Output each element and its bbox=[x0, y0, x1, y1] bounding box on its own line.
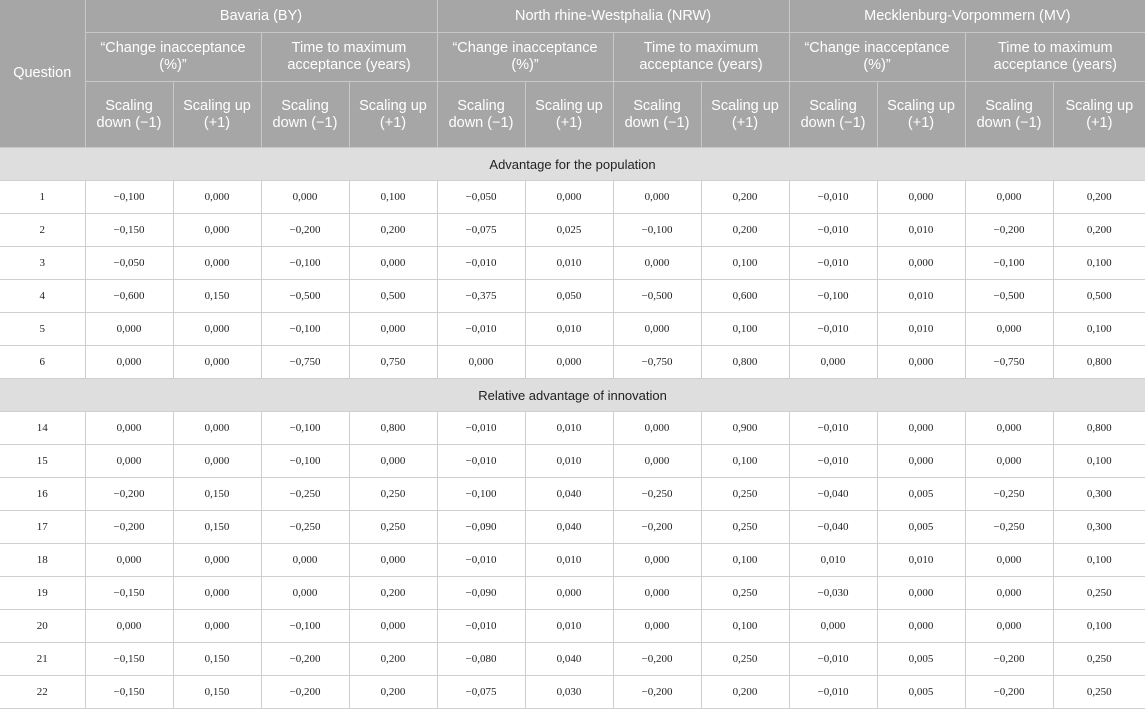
value-cell: 0,010 bbox=[877, 544, 965, 577]
value-cell: −0,750 bbox=[613, 346, 701, 379]
value-cell: 0,000 bbox=[965, 544, 1053, 577]
table-row bbox=[0, 544, 1145, 577]
value-cell: 0,000 bbox=[173, 445, 261, 478]
value-cell: 0,000 bbox=[173, 214, 261, 247]
value-cell: 0,005 bbox=[877, 643, 965, 676]
value-cell: 0,000 bbox=[965, 577, 1053, 610]
value-cell: 0,000 bbox=[877, 412, 965, 445]
value-cell: 0,010 bbox=[525, 445, 613, 478]
value-cell: 0,150 bbox=[173, 511, 261, 544]
scaling-up-header: Scaling up (+1) bbox=[877, 82, 965, 148]
value-cell: 0,000 bbox=[789, 346, 877, 379]
value-cell: 0,000 bbox=[349, 313, 437, 346]
value-cell: 0,200 bbox=[701, 214, 789, 247]
value-cell: −0,200 bbox=[85, 478, 173, 511]
region-header-bavaria: Bavaria (BY) bbox=[85, 0, 437, 33]
value-cell: 0,000 bbox=[349, 445, 437, 478]
scaling-up-header: Scaling up (+1) bbox=[349, 82, 437, 148]
value-cell: 0,800 bbox=[1053, 412, 1145, 445]
value-cell: 0,000 bbox=[613, 412, 701, 445]
value-cell: 0,150 bbox=[173, 643, 261, 676]
value-cell: 0,005 bbox=[877, 478, 965, 511]
value-cell: −0,100 bbox=[261, 247, 349, 280]
value-cell: −0,010 bbox=[437, 445, 525, 478]
value-cell: 0,000 bbox=[613, 610, 701, 643]
value-cell: 0,000 bbox=[261, 544, 349, 577]
value-cell: 0,250 bbox=[701, 577, 789, 610]
region-header-mv: Mecklenburg-Vorpommern (MV) bbox=[789, 0, 1145, 33]
value-cell: 0,000 bbox=[789, 610, 877, 643]
value-cell: 0,000 bbox=[613, 544, 701, 577]
value-cell: 0,010 bbox=[525, 313, 613, 346]
table-row bbox=[0, 445, 1145, 478]
value-cell: 0,200 bbox=[1053, 181, 1145, 214]
scaling-down-header: Scaling down (−1) bbox=[437, 82, 525, 148]
value-cell: 0,000 bbox=[877, 445, 965, 478]
value-cell: −0,040 bbox=[789, 478, 877, 511]
value-cell: 0,100 bbox=[1053, 247, 1145, 280]
value-cell: −0,010 bbox=[789, 247, 877, 280]
table-row bbox=[0, 511, 1145, 544]
value-cell: 0,250 bbox=[349, 478, 437, 511]
value-cell: 0,000 bbox=[85, 346, 173, 379]
value-cell: 0,000 bbox=[261, 577, 349, 610]
question-number-cell: 1 bbox=[0, 181, 85, 214]
value-cell: −0,500 bbox=[261, 280, 349, 313]
value-cell: 0,040 bbox=[525, 478, 613, 511]
section-title: Relative advantage of innovation bbox=[0, 379, 1145, 412]
value-cell: 0,250 bbox=[1053, 676, 1145, 709]
value-cell: −0,150 bbox=[85, 577, 173, 610]
value-cell: −0,250 bbox=[965, 511, 1053, 544]
question-number-cell: 15 bbox=[0, 445, 85, 478]
value-cell: 0,010 bbox=[877, 313, 965, 346]
value-cell: 0,100 bbox=[701, 445, 789, 478]
value-cell: −0,200 bbox=[965, 214, 1053, 247]
value-cell: −0,010 bbox=[789, 445, 877, 478]
value-cell: 0,200 bbox=[349, 577, 437, 610]
table-body bbox=[0, 148, 1145, 709]
value-cell: 0,250 bbox=[701, 511, 789, 544]
value-cell: 0,800 bbox=[349, 412, 437, 445]
value-cell: −0,250 bbox=[965, 478, 1053, 511]
value-cell: −0,200 bbox=[613, 676, 701, 709]
value-cell: 0,000 bbox=[613, 181, 701, 214]
value-cell: 0,200 bbox=[1053, 214, 1145, 247]
value-cell: 0,000 bbox=[173, 544, 261, 577]
question-number-cell: 20 bbox=[0, 610, 85, 643]
value-cell: 0,000 bbox=[173, 577, 261, 610]
value-cell: −0,100 bbox=[261, 412, 349, 445]
value-cell: 0,030 bbox=[525, 676, 613, 709]
value-cell: 0,000 bbox=[525, 577, 613, 610]
value-cell: 0,150 bbox=[173, 478, 261, 511]
table-row bbox=[0, 412, 1145, 445]
metric-header-time-to-max: Time to maximum acceptance (years) bbox=[261, 33, 437, 82]
value-cell: 0,100 bbox=[349, 181, 437, 214]
value-cell: 0,025 bbox=[525, 214, 613, 247]
value-cell: 0,800 bbox=[701, 346, 789, 379]
value-cell: 0,005 bbox=[877, 511, 965, 544]
scaling-down-header: Scaling down (−1) bbox=[261, 82, 349, 148]
question-number-cell: 18 bbox=[0, 544, 85, 577]
value-cell: −0,080 bbox=[437, 643, 525, 676]
value-cell: 0,000 bbox=[85, 412, 173, 445]
value-cell: −0,100 bbox=[965, 247, 1053, 280]
value-cell: 0,000 bbox=[349, 610, 437, 643]
value-cell: −0,200 bbox=[613, 643, 701, 676]
value-cell: −0,750 bbox=[965, 346, 1053, 379]
value-cell: −0,150 bbox=[85, 676, 173, 709]
value-cell: 0,040 bbox=[525, 643, 613, 676]
value-cell: 0,250 bbox=[701, 643, 789, 676]
question-number-cell: 19 bbox=[0, 577, 85, 610]
value-cell: −0,500 bbox=[965, 280, 1053, 313]
value-cell: 0,010 bbox=[525, 247, 613, 280]
value-cell: 0,900 bbox=[701, 412, 789, 445]
metric-header-change-inacceptance: “Change inacceptance (%)” bbox=[789, 33, 965, 82]
value-cell: −0,075 bbox=[437, 214, 525, 247]
value-cell: 0,000 bbox=[437, 346, 525, 379]
value-cell: −0,010 bbox=[789, 214, 877, 247]
value-cell: 0,000 bbox=[85, 313, 173, 346]
section-row bbox=[0, 148, 1145, 181]
value-cell: 0,000 bbox=[173, 313, 261, 346]
scaling-up-header: Scaling up (+1) bbox=[701, 82, 789, 148]
value-cell: 0,200 bbox=[701, 181, 789, 214]
value-cell: 0,100 bbox=[701, 247, 789, 280]
value-cell: 0,010 bbox=[525, 412, 613, 445]
metric-header-change-inacceptance: “Change inacceptance (%)” bbox=[85, 33, 261, 82]
table-row bbox=[0, 313, 1145, 346]
value-cell: −0,500 bbox=[613, 280, 701, 313]
value-cell: −0,200 bbox=[261, 214, 349, 247]
value-cell: −0,100 bbox=[85, 181, 173, 214]
value-cell: 0,250 bbox=[1053, 577, 1145, 610]
value-cell: 0,250 bbox=[701, 478, 789, 511]
value-cell: −0,250 bbox=[261, 511, 349, 544]
value-cell: −0,250 bbox=[613, 478, 701, 511]
value-cell: −0,010 bbox=[437, 313, 525, 346]
question-number-cell: 16 bbox=[0, 478, 85, 511]
value-cell: 0,000 bbox=[349, 247, 437, 280]
value-cell: 0,010 bbox=[877, 214, 965, 247]
value-cell: 0,000 bbox=[877, 247, 965, 280]
value-cell: 0,000 bbox=[613, 445, 701, 478]
value-cell: 0,100 bbox=[1053, 313, 1145, 346]
value-cell: 0,000 bbox=[613, 247, 701, 280]
value-cell: 0,000 bbox=[613, 577, 701, 610]
value-cell: −0,150 bbox=[85, 214, 173, 247]
value-cell: −0,010 bbox=[437, 544, 525, 577]
value-cell: −0,600 bbox=[85, 280, 173, 313]
value-cell: 0,000 bbox=[349, 544, 437, 577]
value-cell: 0,200 bbox=[701, 676, 789, 709]
scaling-up-header: Scaling up (+1) bbox=[525, 82, 613, 148]
value-cell: 0,010 bbox=[525, 544, 613, 577]
section-title: Advantage for the population bbox=[0, 148, 1145, 181]
value-cell: −0,100 bbox=[261, 313, 349, 346]
value-cell: −0,200 bbox=[613, 511, 701, 544]
value-cell: −0,200 bbox=[261, 643, 349, 676]
value-cell: 0,200 bbox=[349, 643, 437, 676]
value-cell: −0,010 bbox=[437, 247, 525, 280]
value-cell: 0,000 bbox=[965, 445, 1053, 478]
value-cell: 0,000 bbox=[173, 610, 261, 643]
question-number-cell: 17 bbox=[0, 511, 85, 544]
value-cell: 0,000 bbox=[965, 412, 1053, 445]
value-cell: 0,500 bbox=[349, 280, 437, 313]
table-row bbox=[0, 577, 1145, 610]
value-cell: −0,040 bbox=[789, 511, 877, 544]
question-number-cell: 3 bbox=[0, 247, 85, 280]
value-cell: 0,250 bbox=[349, 511, 437, 544]
metric-header-time-to-max: Time to maximum acceptance (years) bbox=[613, 33, 789, 82]
value-cell: 0,600 bbox=[701, 280, 789, 313]
question-header: Question bbox=[0, 0, 85, 148]
value-cell: 0,000 bbox=[261, 181, 349, 214]
metric-header-time-to-max: Time to maximum acceptance (years) bbox=[965, 33, 1145, 82]
value-cell: −0,010 bbox=[789, 181, 877, 214]
metric-header-change-inacceptance: “Change inacceptance (%)” bbox=[437, 33, 613, 82]
value-cell: −0,010 bbox=[789, 412, 877, 445]
value-cell: −0,200 bbox=[965, 643, 1053, 676]
value-cell: 0,750 bbox=[349, 346, 437, 379]
value-cell: 0,000 bbox=[965, 181, 1053, 214]
value-cell: 0,000 bbox=[173, 412, 261, 445]
question-number-cell: 4 bbox=[0, 280, 85, 313]
scaling-down-header: Scaling down (−1) bbox=[789, 82, 877, 148]
scaling-down-header: Scaling down (−1) bbox=[965, 82, 1053, 148]
value-cell: 0,005 bbox=[877, 676, 965, 709]
value-cell: 0,000 bbox=[965, 313, 1053, 346]
scaling-up-header: Scaling up (+1) bbox=[173, 82, 261, 148]
value-cell: 0,000 bbox=[173, 247, 261, 280]
question-number-cell: 14 bbox=[0, 412, 85, 445]
value-cell: −0,100 bbox=[261, 445, 349, 478]
value-cell: 0,000 bbox=[877, 610, 965, 643]
value-cell: 0,000 bbox=[525, 181, 613, 214]
question-number-cell: 6 bbox=[0, 346, 85, 379]
scaling-up-header: Scaling up (+1) bbox=[1053, 82, 1145, 148]
table-row bbox=[0, 676, 1145, 709]
value-cell: −0,200 bbox=[85, 511, 173, 544]
value-cell: 0,150 bbox=[173, 676, 261, 709]
value-cell: −0,090 bbox=[437, 577, 525, 610]
value-cell: 0,000 bbox=[173, 181, 261, 214]
question-number-cell: 2 bbox=[0, 214, 85, 247]
section-row bbox=[0, 379, 1145, 412]
value-cell: −0,010 bbox=[789, 313, 877, 346]
value-cell: 0,300 bbox=[1053, 478, 1145, 511]
value-cell: −0,050 bbox=[437, 181, 525, 214]
table-row bbox=[0, 346, 1145, 379]
value-cell: 0,800 bbox=[1053, 346, 1145, 379]
region-header-nrw: North rhine-Westphalia (NRW) bbox=[437, 0, 789, 33]
value-cell: 0,150 bbox=[173, 280, 261, 313]
table-header bbox=[0, 0, 1145, 148]
table-row bbox=[0, 610, 1145, 643]
value-cell: −0,090 bbox=[437, 511, 525, 544]
value-cell: −0,750 bbox=[261, 346, 349, 379]
value-cell: 0,000 bbox=[965, 610, 1053, 643]
value-cell: 0,000 bbox=[525, 346, 613, 379]
value-cell: 0,300 bbox=[1053, 511, 1145, 544]
table-row bbox=[0, 643, 1145, 676]
value-cell: 0,000 bbox=[877, 181, 965, 214]
value-cell: 0,000 bbox=[85, 610, 173, 643]
value-cell: 0,000 bbox=[877, 346, 965, 379]
value-cell: 0,250 bbox=[1053, 643, 1145, 676]
value-cell: 0,010 bbox=[525, 610, 613, 643]
value-cell: −0,100 bbox=[261, 610, 349, 643]
table-row bbox=[0, 214, 1145, 247]
question-number-cell: 22 bbox=[0, 676, 85, 709]
value-cell: −0,200 bbox=[261, 676, 349, 709]
value-cell: −0,250 bbox=[261, 478, 349, 511]
value-cell: 0,500 bbox=[1053, 280, 1145, 313]
value-cell: 0,200 bbox=[349, 676, 437, 709]
table-row bbox=[0, 478, 1145, 511]
value-cell: 0,100 bbox=[701, 544, 789, 577]
value-cell: 0,100 bbox=[1053, 610, 1145, 643]
value-cell: −0,010 bbox=[437, 610, 525, 643]
value-cell: 0,040 bbox=[525, 511, 613, 544]
value-cell: −0,200 bbox=[965, 676, 1053, 709]
value-cell: 0,000 bbox=[877, 577, 965, 610]
value-cell: 0,050 bbox=[525, 280, 613, 313]
value-cell: 0,010 bbox=[789, 544, 877, 577]
question-number-cell: 21 bbox=[0, 643, 85, 676]
table-row bbox=[0, 247, 1145, 280]
value-cell: 0,100 bbox=[701, 313, 789, 346]
value-cell: −0,100 bbox=[789, 280, 877, 313]
value-cell: −0,100 bbox=[613, 214, 701, 247]
value-cell: 0,000 bbox=[613, 313, 701, 346]
value-cell: −0,150 bbox=[85, 643, 173, 676]
value-cell: 0,010 bbox=[877, 280, 965, 313]
scaling-down-header: Scaling down (−1) bbox=[85, 82, 173, 148]
value-cell: −0,010 bbox=[789, 676, 877, 709]
value-cell: 0,000 bbox=[85, 544, 173, 577]
question-number-cell: 5 bbox=[0, 313, 85, 346]
value-cell: −0,050 bbox=[85, 247, 173, 280]
scaling-down-header: Scaling down (−1) bbox=[613, 82, 701, 148]
value-cell: 0,100 bbox=[1053, 544, 1145, 577]
value-cell: 0,100 bbox=[701, 610, 789, 643]
table-row bbox=[0, 280, 1145, 313]
value-cell: −0,100 bbox=[437, 478, 525, 511]
value-cell: 0,200 bbox=[349, 214, 437, 247]
value-cell: 0,000 bbox=[173, 346, 261, 379]
value-cell: −0,030 bbox=[789, 577, 877, 610]
table-row bbox=[0, 181, 1145, 214]
value-cell: 0,000 bbox=[85, 445, 173, 478]
value-cell: −0,010 bbox=[437, 412, 525, 445]
value-cell: −0,075 bbox=[437, 676, 525, 709]
value-cell: −0,010 bbox=[789, 643, 877, 676]
value-cell: 0,100 bbox=[1053, 445, 1145, 478]
value-cell: −0,375 bbox=[437, 280, 525, 313]
